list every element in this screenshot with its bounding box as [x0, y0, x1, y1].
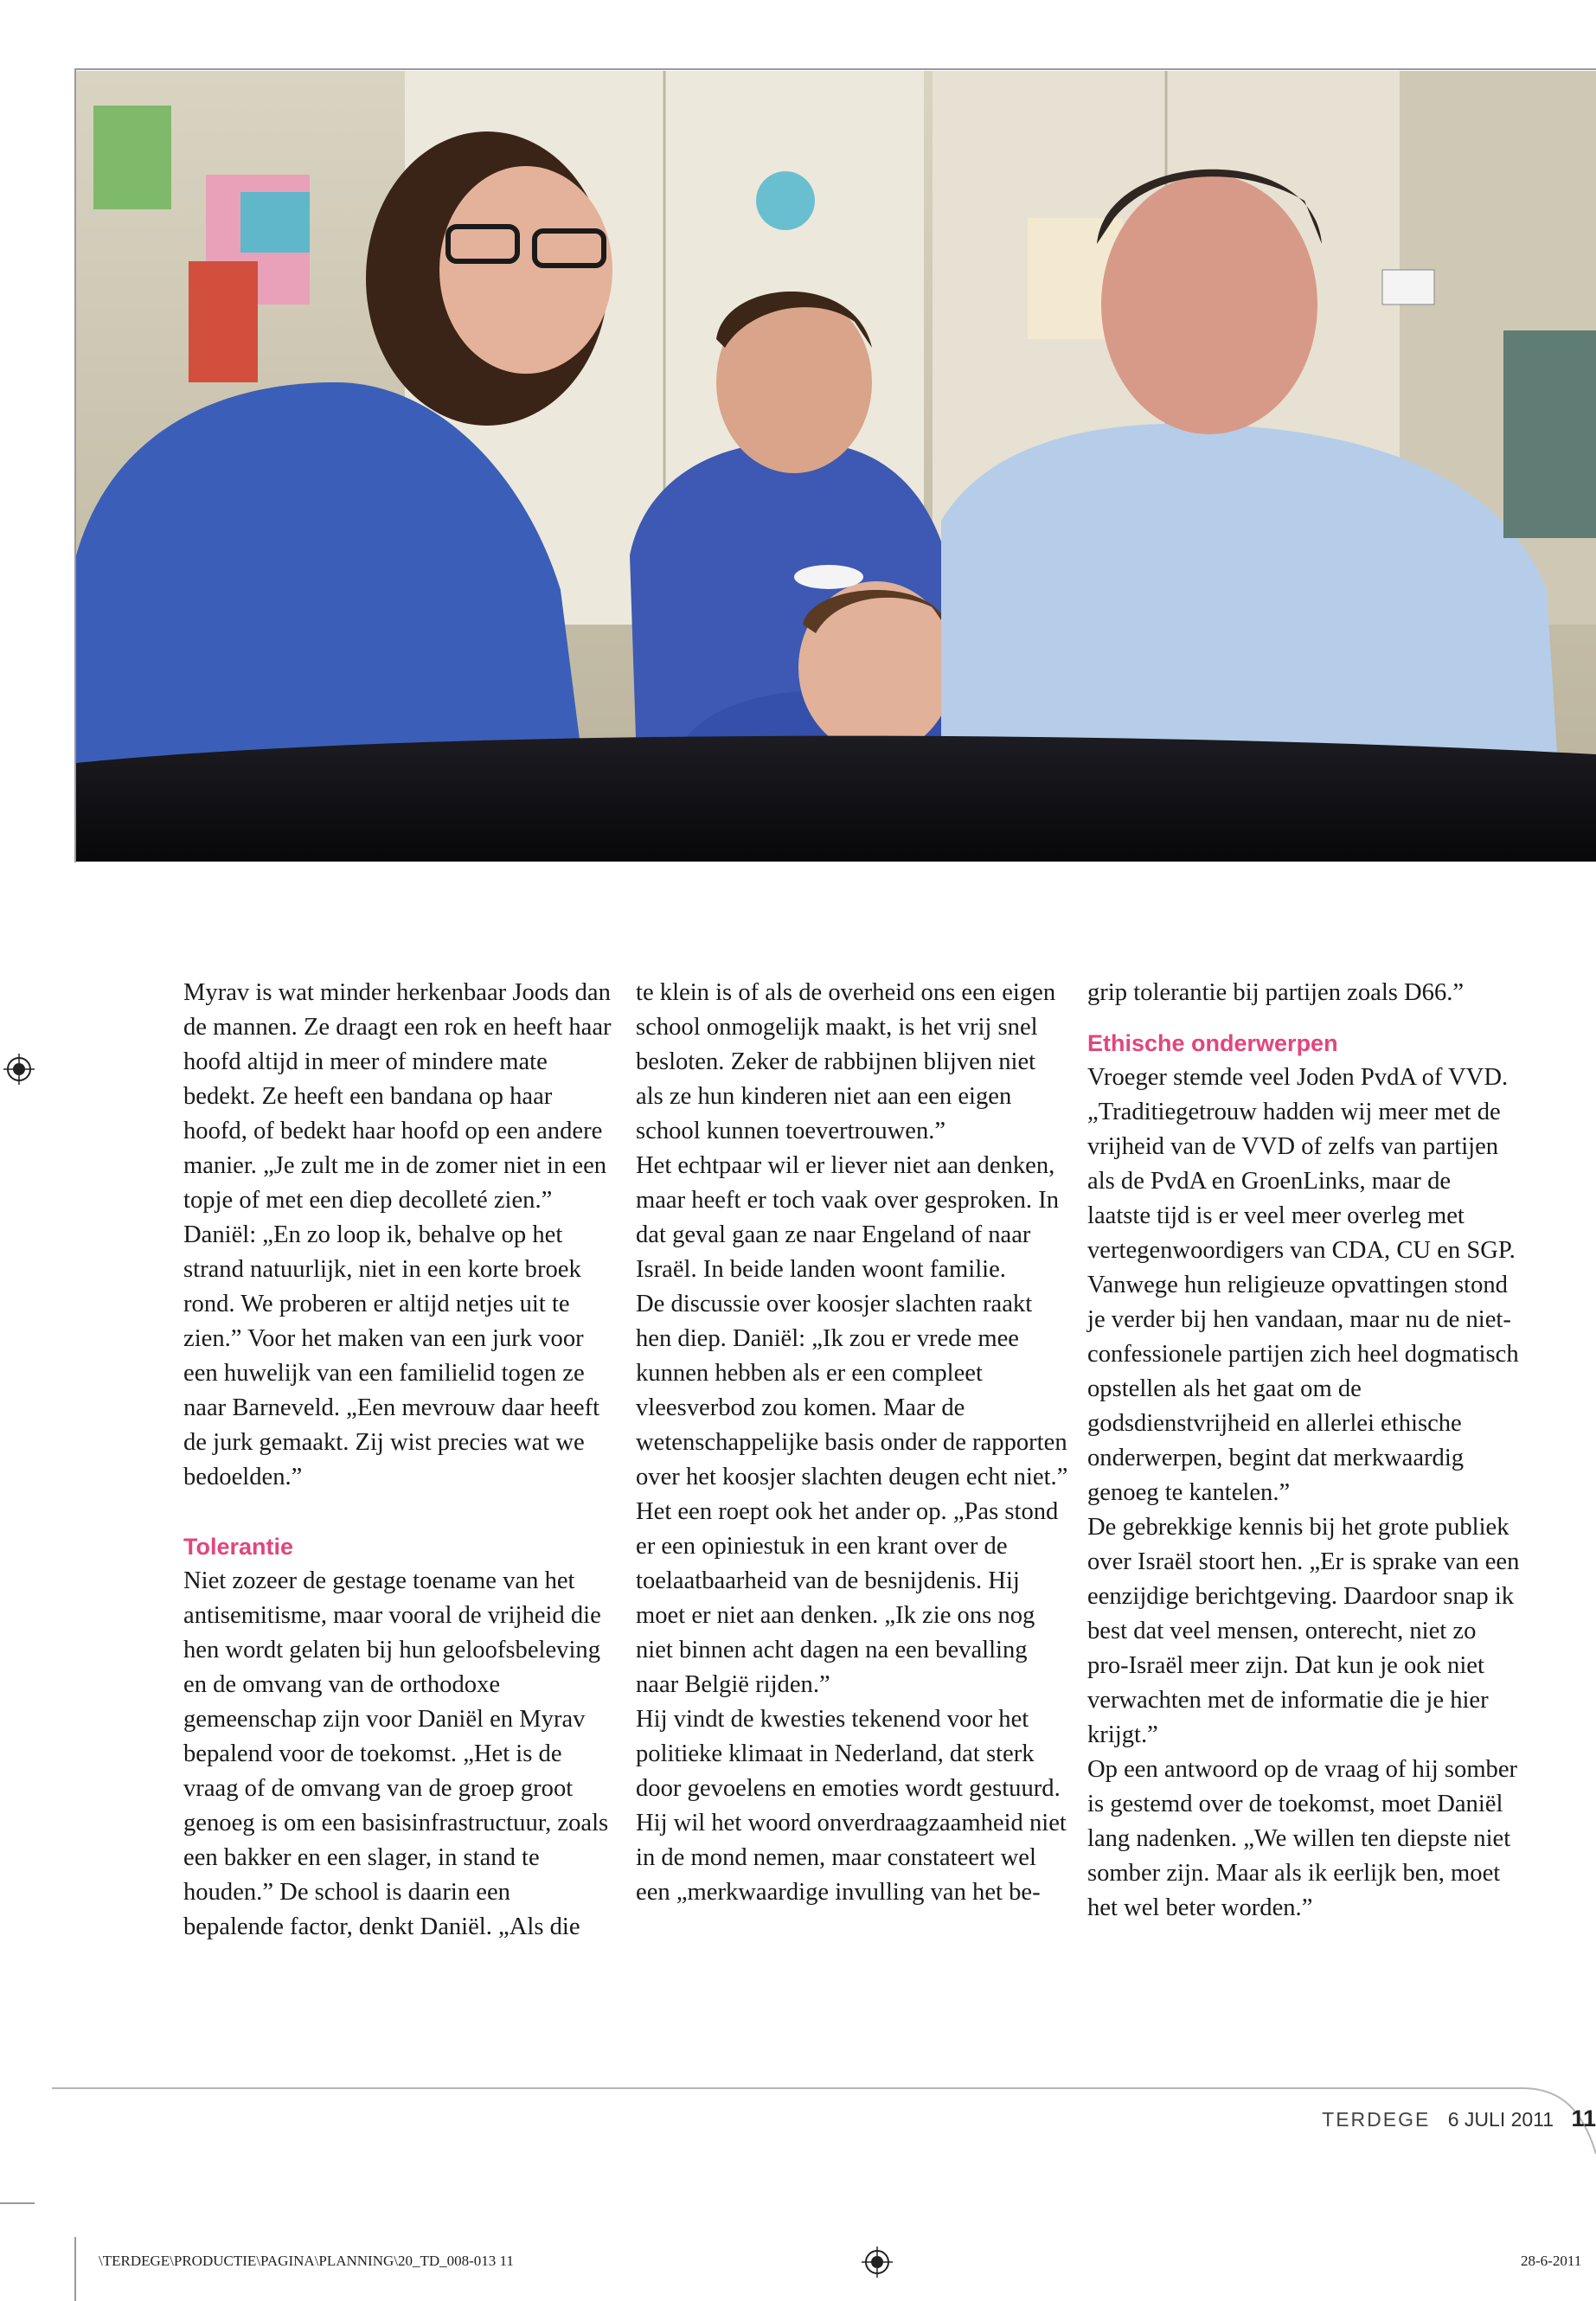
paragraph: Het echtpaar wil er liever niet aan denken, maar heeft er toch vaak over gesproken. In dat geval gaan ze naar Engeland of naar Israël. In beide landen woont familie.: [636, 1152, 1060, 1283]
paragraph: De gebrekkige kennis bij het grote publiek over Israël stoort hen. „Er is sprake van een eenzijdige berichtgeving. Daardoor snap ik best dat veel mensen, onterecht, niet zo pro-Israël meer zijn. Dat kun je ook niet verwachten met de informatie die je hier krijgt.”: [1087, 1514, 1520, 1748]
paragraph: Hij vindt de kwesties tekenend voor het politieke klimaat in Nederland, dat sterk door gevoelens en emoties wordt gestuurd. Hij wil het woord onverdraagzaamheid niet in de mond nemen, maar constateert wel een „merkwaardige invulling van het be-: [636, 1706, 1067, 1906]
page-number: 11: [1571, 2106, 1596, 2131]
crop-mark-top: [76, 68, 1596, 70]
issue-date: 6 JULI 2011: [1447, 2108, 1554, 2131]
paragraph: Myrav is wat minder herkenbaar Joods dan de mannen. Ze draagt een rok en heeft haar hoofd altijd in meer of mindere mate bedekt. Ze heeft een bandana op haar hoofd, of bedekt haar hoofd op een andere manier. „Je zult me in de zomer niet in een topje of met een diep decolleté zien.” Daniël: „En zo loop ik, behalve op het strand natuurlijk, niet in een korte broek rond. We proberen er altijd netjes uit te zien.” Voor het maken van een jurk voor een huwelijk van een familielid togen ze naar Barneveld. „Een mevrouw daar heeft de jurk gemaakt. Zij wist precies wat we bedoelden.”: [183, 979, 612, 1490]
magazine-name: TERDEGE: [1322, 2108, 1431, 2131]
print-slug-path: \TERDEGE\PRODUCTIE\PAGINA\PLANNING\20_TD_008-013 11: [99, 2253, 514, 2269]
paragraph: Niet zozeer de gestage toename van het antisemitisme, maar vooral de vrijheid die hen wordt gelaten bij hun geloofsbeleving en de omvang van de orthodoxe gemeenschap zijn voor Daniël en Myrav bepalend voor de toekomst. „Het is de vraag of de omvang van de groep groot genoeg is om een basisinfrastructuur, zoals een bakker en een slager, in stand te houden.” De school is daarin een bepalende factor, denkt Daniël. „Als die: [183, 1567, 609, 1940]
paragraph: Op een antwoord op de vraag of hij somber is gestemd over de toekomst, moet Daniël lang nadenken. „We willen ten diepste niet somber zijn. Maar als ik eerlijk ben, moet het wel beter worden.”: [1087, 1756, 1518, 1921]
family-photo: [76, 71, 1596, 862]
paragraph: te klein is of als de overheid ons een eigen school onmogelijk maakt, is het vrij snel besloten. Zeker de rabbijnen blijven niet als ze hun kinderen niet aan een eigen school kunnen toevertrouwen.”: [636, 979, 1056, 1144]
article-column-3: [1087, 976, 1520, 1926]
subheading-ethische-onderwerpen: Ethische onderwerpen: [1087, 1030, 1338, 1056]
article-column-2: [636, 976, 1068, 1910]
subheading-tolerantie: Tolerantie: [183, 1534, 294, 1560]
paragraph: grip tolerantie bij partijen zoals D66.”: [1087, 979, 1465, 1006]
article-column-1: [183, 976, 616, 1945]
paragraph: Vroeger stemde veel Joden PvdA of VVD. „Traditiegetrouw hadden wij meer met de vrijheid van de VVD of zelfs van partijen als de PvdA en GroenLinks, maar de laatste tijd is er veel meer overleg met vertegenwoordigers van CDA, CU en SGP. Vanwege hun religieuze opvattingen stond je verder bij hen vandaan, maar nu de niet-confessionele partijen zich heel dogmatisch opstellen als het gaat om de godsdienstvrijheid en allerlei ethische onderwerpen, begint dat merkwaardig genoeg te kantelen.”: [1087, 1064, 1519, 1506]
section-gap: [1087, 1010, 1520, 1026]
crop-mark-left-margin: [0, 2202, 35, 2204]
paragraph: De discussie over koosjer slachten raakt hen diep. Daniël: „Ik zou er vrede mee kunnen hebben als er een compleet vleesverbod zou komen. Maar de wetenschappelijke basis onder de rapporten over het koosjer slachten deugen echt niet.” Het een roept ook het ander op. „Pas stond er een opiniestuk in een krant over de toelaatbaarheid van de besnijdenis. Hij moet er niet aan denken. „Ik zie ons nog niet binnen acht dagen na een bevalling naar België rijden.”: [636, 1291, 1068, 1698]
page-footer: [1322, 2106, 1596, 2140]
registration-mark-bottom: [862, 2247, 893, 2278]
registration-mark-left: [3, 1054, 35, 1085]
print-slug-date: 28-6-2011: [1521, 2253, 1582, 2269]
crop-mark-bottom-left: [74, 2237, 76, 2301]
section-gap: [183, 1495, 616, 1529]
